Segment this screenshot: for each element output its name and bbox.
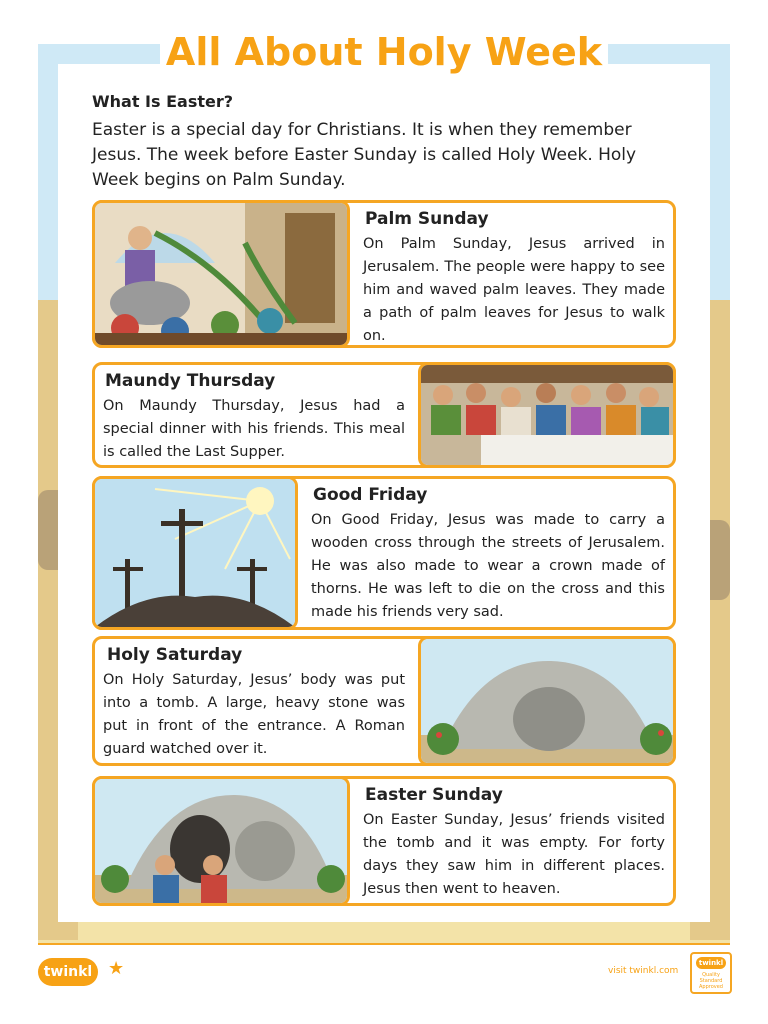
site-link[interactable]: visit twinkl.com: [608, 966, 679, 976]
intro-heading: What Is Easter?: [92, 92, 234, 111]
footer-divider: [38, 943, 730, 945]
palm-sunday-illustration: [92, 200, 350, 348]
twinkl-logo[interactable]: twinkl: [38, 958, 98, 986]
palm-sunday-heading: Palm Sunday: [365, 209, 489, 229]
empty-tomb-illustration: [92, 776, 350, 906]
palm-sunday-text: On Palm Sunday, Jesus arrived in Jerusalem. The people were happy to see him and waved palm leaves. They made a path of palm leaves for Jesus to walk on.: [363, 236, 665, 344]
intro-line: Jesus. The week before Easter Sunday is called Holy Week. Holy: [92, 145, 637, 165]
tomb-illustration: [418, 636, 676, 766]
star-icon: ★: [108, 958, 125, 979]
easter-sunday-text: On Easter Sunday, Jesus’ friends visited the tomb and it was empty. For forty days they saw him in different places. Jesus then went to heaven.: [363, 812, 665, 897]
intro-line: Week begins on Palm Sunday.: [92, 170, 346, 190]
badge-logo: twinkl: [696, 957, 726, 969]
intro-text: [92, 118, 692, 193]
maundy-thursday-text: On Maundy Thursday, Jesus had a special dinner with his friends. This meal is called the Last Supper.: [103, 398, 405, 460]
quality-badge: [690, 952, 732, 994]
easter-sunday-heading: Easter Sunday: [365, 785, 503, 805]
badge-text: Quality Standard Approved: [699, 972, 723, 990]
holy-saturday-text: On Holy Saturday, Jesus’ body was put into a tomb. A large, heavy stone was put in front of the entrance. A Roman guard watched over it.: [103, 672, 405, 757]
maundy-thursday-heading: Maundy Thursday: [105, 371, 276, 391]
holy-saturday-heading: Holy Saturday: [107, 645, 243, 665]
page-title: All About Holy Week: [165, 30, 603, 74]
good-friday-heading: Good Friday: [313, 485, 428, 505]
good-friday-text: On Good Friday, Jesus was made to carry a wooden cross through the streets of Jerusalem. He was also made to wear a crown made of thorns. He was left to die on the cross and this made his friends very sad.: [311, 512, 665, 620]
last-supper-illustration: [418, 362, 676, 468]
title-banner: [160, 24, 608, 80]
crucifixion-illustration: [92, 476, 298, 630]
intro-line: Easter is a special day for Christians. It is when they remember: [92, 120, 632, 140]
